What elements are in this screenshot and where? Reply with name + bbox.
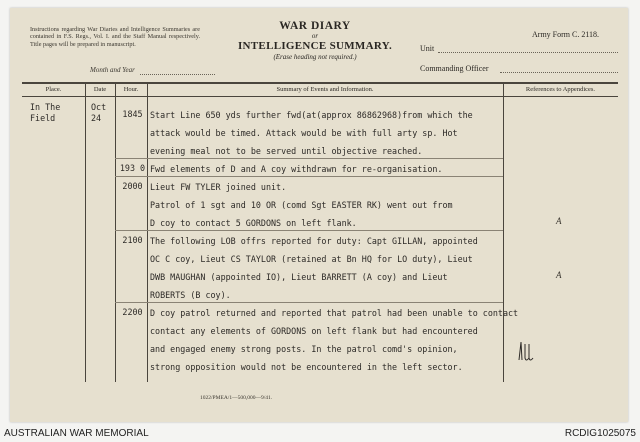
commanding-officer-label: Commanding Officer — [420, 64, 489, 73]
credit-left: AUSTRALIAN WAR MEMORIAL — [4, 428, 149, 439]
summary-line: The following LOB offrs reported for duty: Capt GILLAN, appointed — [150, 236, 478, 246]
co-line — [500, 72, 618, 73]
appendix-ref: A — [556, 270, 562, 280]
table-header-rule — [22, 96, 618, 97]
entry-place: In The Field — [30, 102, 61, 123]
row-hour: 2200 — [122, 307, 143, 317]
signature-mark — [515, 338, 537, 364]
row-summary — [150, 232, 510, 304]
row-summary — [150, 106, 510, 160]
unit-label: Unit — [420, 44, 435, 53]
row-separator — [115, 230, 503, 231]
summary-line: ROBERTS (B coy). — [150, 290, 231, 300]
col-rule-hour — [147, 82, 148, 382]
summary-line: Fwd elements of D and A coy withdrawn for re-organisation. — [150, 164, 443, 174]
row-hour: 2000 — [122, 181, 143, 191]
row-separator — [115, 302, 503, 303]
col-head-refs: References to Appendices. — [525, 86, 596, 93]
col-rule-place — [85, 82, 86, 382]
table-top-rule — [22, 82, 618, 84]
row-hour: 2100 — [122, 235, 143, 245]
page-title — [230, 20, 400, 61]
row-separator — [115, 176, 503, 177]
entry-date: Oct 24 — [91, 102, 107, 123]
col-head-date: Date — [93, 86, 107, 93]
summary-line: D coy to contact 5 GORDONS on left flank. — [150, 218, 357, 228]
month-year-label: Month and Year — [90, 66, 135, 74]
row-separator — [115, 158, 503, 159]
unit-line — [438, 52, 618, 53]
summary-line: contact any elements of GORDONS on left flank but had encountered — [150, 326, 478, 336]
form-print-code: 1022/PMEA/1—500,000—9/41. — [200, 395, 273, 401]
summary-line: strong opposition would not be encountered in the left sector. — [150, 362, 463, 372]
col-rule-date — [115, 82, 116, 382]
title-war-diary: WAR DIARY — [279, 20, 351, 32]
summary-line: evening meal not to be served until objective reached. — [150, 146, 423, 156]
row-summary — [150, 178, 510, 232]
summary-line: Start Line 650 yds further fwd(at(approx 86862968)from which the — [150, 110, 473, 120]
summary-line: Patrol of 1 sgt and 10 OR (comd Sgt EASTER RK) went out from — [150, 200, 453, 210]
summary-line: DWB MAUGHAN (appointed IO), Lieut BARRETT (A coy) and Lieut — [150, 272, 448, 282]
summary-line: attack would be timed. Attack would be with full arty sp. Hot — [150, 128, 458, 138]
summary-line: Lieut FW TYLER joined unit. — [150, 182, 287, 192]
army-form-number: Army Form C. 2118. — [532, 30, 600, 39]
summary-line: and engaged enemy strong posts. In the patrol comd's opinion, — [150, 344, 458, 354]
row-summary — [150, 304, 519, 376]
summary-line: OC C coy, Lieut CS TAYLOR (retained at Bn HQ for LO duty), Lieut — [150, 254, 473, 264]
instructions-text: Instructions regarding War Diaries and Intelligence Summaries are contained in F.S. Regs., Vol. I. and the Staff Manual respectively. Title pages will be prepared in manuscript. — [30, 26, 200, 48]
month-year-line — [140, 74, 215, 75]
row-hour: 193 0 — [119, 163, 146, 173]
summary-line: D coy patrol returned and reported that patrol had been unable to contact — [150, 308, 519, 318]
title-intel-summary: INTELLIGENCE SUMMARY. — [237, 40, 393, 52]
appendix-ref: A — [556, 216, 562, 226]
col-head-summary: Summary of Events and Information. — [276, 86, 374, 93]
row-hour: 1845 — [122, 109, 143, 119]
credit-right: RCDIG1025075 — [564, 428, 636, 439]
col-head-hour: Hour. — [123, 86, 139, 93]
erase-note: (Erase heading not required.) — [273, 53, 357, 61]
col-head-place: Place. — [45, 86, 62, 93]
title-or: or — [311, 32, 319, 40]
